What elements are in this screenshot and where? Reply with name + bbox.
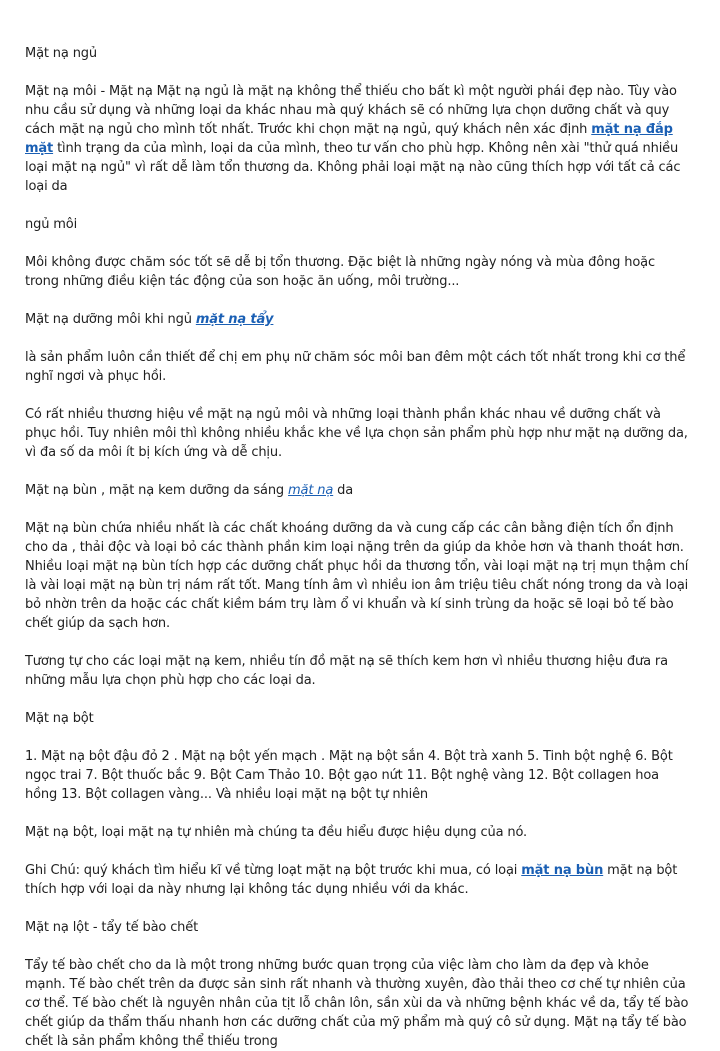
paragraph-mud-mask: Mặt nạ bùn chứa nhiều nhất là các chất khoáng dưỡng da và cung cấp các cân bằng điện tích ổn định cho da , thải độc và loại bỏ các thành phần kim loại nặng trên da giúp da khỏe hơn và thanh thoát hơn. Nhiều loại mặt nạ bùn tích hợp các dưỡng chất phục hồi da thương tổn, vài loại mặt nạ trị mụn thậm chí là vài loại mặt nạ bùn trị nám rất tốt. Mang tính âm vì nhiều ion âm triệu tiêu chất nóng trong da và loại bỏ nhờn trên da hoặc các chất kiềm bám trụ làm ổ vi khuẩn và kí sinh trùng da hoặc sẽ loại bỏ tế bào chết giúp da sạch hơn. [25, 521, 689, 631]
paragraph-heading-powder: Mặt nạ bột [25, 711, 94, 726]
link-mat-na-tay[interactable]: mặt nạ tẩy [195, 312, 274, 327]
paragraph-note [25, 861, 692, 899]
paragraph-text: da [333, 483, 354, 498]
paragraph-lip-product: là sản phẩm luôn cần thiết để chị em phụ nữ chăm sóc môi ban đêm một cách tốt nhất trong khi cơ thể nghĩ ngơi và phục hồi. [25, 350, 686, 384]
link-mat-na[interactable]: mặt nạ [288, 483, 334, 498]
paragraph-heading-mud-cream [25, 481, 692, 500]
paragraph-intro [25, 82, 692, 196]
paragraph-exfoliation: Tẩy tế bào chết cho da là một trong những bước quan trọng của việc làm cho làm da đẹp và khỏe mạnh. Tế bào chết trên da được sản sinh rất nhanh và thường xuyên, đào thải theo cơ chế tự nhiên của cơ thể. Tế bào chết là nguyên nhân của tịt lỗ chân lôn, sần xùi da và những bệnh khác về da, tẩy tế bào chết giúp da thẩm thấu nhanh hơn các dưỡng chất của mỹ phẩm mà quý cô sử dụng. Mặt nạ tẩy tế bào chết là sản phẩm không thể thiếu trong [25, 958, 689, 1049]
paragraph-lip-brands: Có rất nhiều thương hiệu về mặt nạ ngủ môi và những loại thành phần khác nhau về dưỡng chất và phục hồi. Tuy nhiên môi thì không nhiều khắc khe về lựa chọn sản phẩm phù hợp như mặt nạ dưỡng da, vì đa số da môi ít bị kích ứng và dễ chịu. [25, 407, 688, 460]
paragraph-powder-note: Mặt nạ bột, loại mặt nạ tự nhiên mà chúng ta đều hiểu được hiệu dụng của nó. [25, 825, 528, 840]
paragraph-heading-sleep-mask: Mặt nạ ngủ [25, 46, 97, 61]
paragraph-heading-lip: ngủ môi [25, 217, 78, 232]
paragraph-powder-list: 1. Mặt nạ bột đậu đỏ 2 . Mặt nạ bột yến mạch . Mặt nạ bột sắn 4. Bột trà xanh 5. Tinh bột nghệ 6. Bột ngọc trai 7. Bột thuốc bắc 9. Bột Cam Thảo 10. Bột gạo nứt 11. Bột nghệ vàng 12. Bột collagen hoa hồng 13. Bột collagen vàng... Và nhiều loại mặt nạ bột tự nhiên [25, 749, 673, 802]
link-mat-na-dap-mat[interactable]: mặt nạ đắp mặt [25, 122, 673, 156]
paragraph-text: Mặt nạ môi - Mặt nạ Mặt nạ ngủ là mặt nạ không thể thiếu cho bất kì một người phái đẹp nào. Tùy vào nhu cầu sử dụng và những loại da khác nhau mà quý khách sẽ có những lựa chọn dưỡng chất và quy cách mặt nạ ngủ cho mình tốt nhất. Trước khi chọn mặt nạ ngủ, quý khách nên xác định [25, 84, 677, 137]
paragraph-cream-mask: Tương tự cho các loại mặt nạ kem, nhiều tín đồ mặt nạ sẽ thích kem hơn vì nhiều thương hiệu đưa ra những mẫu lựa chọn phù hợp cho các loại da. [25, 654, 668, 688]
paragraph-text: mặt nạ bột thích hợp với loại da này nhưng lại không tác dụng nhiều với da khác. [25, 863, 678, 897]
paragraph-lip-mask [25, 310, 692, 329]
paragraph-text: Mặt nạ dưỡng môi khi ngủ [25, 312, 196, 327]
paragraph-heading-peel: Mặt nạ lột - tẩy tế bào chết [25, 920, 199, 935]
paragraph-lip-care: Môi không được chăm sóc tốt sẽ dễ bị tổn thương. Đặc biệt là những ngày nóng và mùa đông hoặc trong những điều kiện tác động của son hoặc ăn uống, môi trường... [25, 255, 655, 289]
paragraph-text: Ghi Chú: quý khách tìm hiểu kĩ về từng loạt mặt nạ bột trước khi mua, có loại [25, 863, 522, 878]
paragraph-text: Mặt nạ bùn , mặt nạ kem dưỡng da sáng [25, 483, 289, 498]
paragraph-text: tình trạng da của mình, loại da của mình, theo tư vấn cho phù hợp. Không nên xài "thử quá nhiều loại mặt nạ ngủ" vì rất dễ làm tổn thương da. Không phải loại mặt nạ nào cũng thích hợp với tất cả các loại da [25, 141, 681, 194]
link-mat-na-bun[interactable]: mặt nạ bùn [521, 863, 604, 878]
